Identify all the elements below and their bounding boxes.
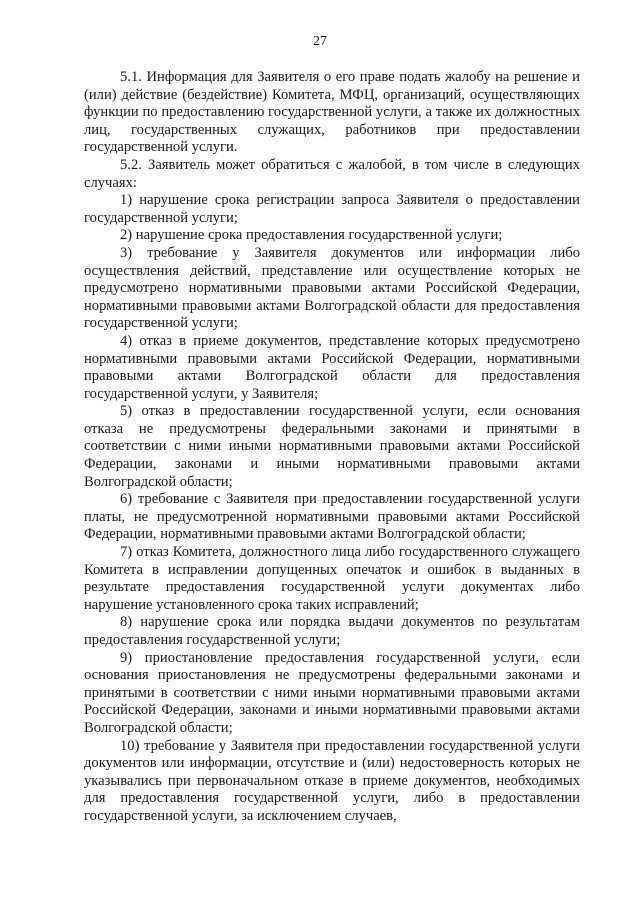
list-item-9: 9) приостановление предоставления государственной услуги, если основания приостановления не предусмотрены федеральными законами и принятыми в соответствии с ними иными нормативными правовыми актами Российской Федерации, законами и иными нормативными правовыми актами Волгоградской области; [84, 649, 580, 736]
document-body [84, 69, 580, 826]
paragraph-5-1: 5.1. Информация для Заявителя о его праве подать жалобу на решение и (или) действие (бездействие) Комитета, МФЦ, организаций, осуществляющих функции по предоставлению государственной услуги, а также их должностных лиц, государственных служащих, работников при предоставлении государственной услуги. [84, 69, 580, 156]
list-item-8: 8) нарушение срока или порядка выдачи документов по результатам предоставления государственной услуги; [84, 614, 580, 648]
list-item-2: 2) нарушение срока предоставления государственной услуги; [120, 227, 503, 244]
paragraph-5-2: 5.2. Заявитель может обратиться с жалобой, в том числе в следующих случаях: [84, 156, 580, 191]
list-item-5: 5) отказ в предоставлении государственной услуги, если основания отказа не предусмотрены федеральными законами и принятыми в соответствии с ними иными нормативными правовыми актами Российской Федерации, законами и иными нормативными правовыми актами Волгоградской области; [84, 403, 580, 490]
list-item-1: 1) нарушение срока регистрации запроса Заявителя о предоставлении государственной услуги; [84, 192, 580, 226]
list-item-6: 6) требование с Заявителя при предоставлении государственной услуги платы, не предусмотренной нормативными правовыми актами Российской Федерации, нормативными правовыми актами Волгоградской области; [84, 491, 580, 543]
list-item-7: 7) отказ Комитета, должностного лица либо государственного служащего Комитета в исправлении допущенных опечаток и ошибок в выданных в результате предоставления государственной услуги документах либо нарушение установленного срока таких исправлений; [84, 544, 580, 613]
list-item-10: 10) требование у Заявителя при предоставлении государственной услуги документов или информации, отсутствие и (или) недостоверность которых не указывались при первоначальном отказе в приеме документов, необходимых для предоставления государственной услуги, либо в предоставлении государственной услуги, за исключением случаев, [84, 737, 580, 824]
page-number: 27 [313, 34, 327, 49]
list-item-3: 3) требование у Заявителя документов или информации либо осуществления действий, представление или осуществление которых не предусмотрено нормативными правовыми актами Российской Федерации, нормативными правовыми актами Волгоградской области для предоставления государственной услуги; [84, 244, 580, 332]
list-item-4: 4) отказ в приеме документов, представление которых предусмотрено нормативными правовыми актами Российской Федерации, нормативными правовыми актами Волгоградской области для предоставления государственной услуги, у Заявителя; [84, 332, 580, 402]
